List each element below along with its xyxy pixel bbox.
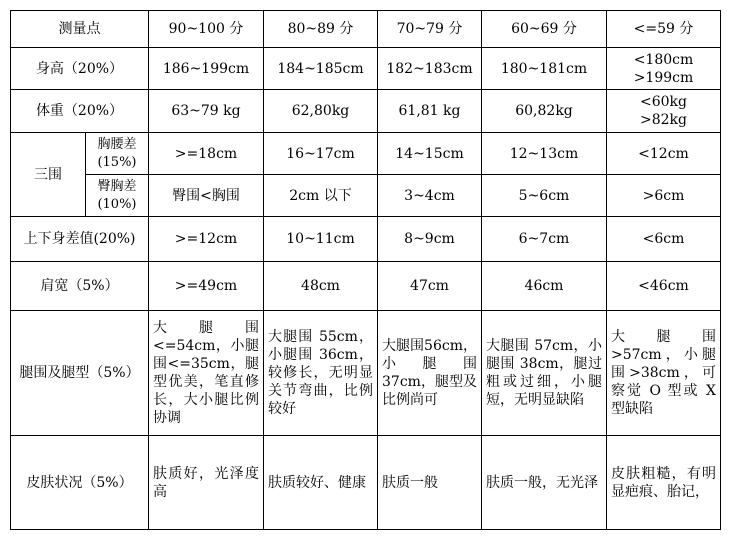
- table-row-height: [11, 48, 721, 90]
- table-cell: 肤质一般，无光泽: [482, 436, 607, 530]
- table-row-weight: [11, 90, 721, 133]
- table-row-leg-diff: [11, 217, 721, 262]
- table-cell: 皮肤粗糙，有明显疤痕、胎记，: [607, 436, 721, 530]
- table-cell: 60,82kg: [482, 90, 607, 133]
- table-cell: 184~185cm: [264, 48, 378, 90]
- row-label-height: 身高（20%）: [11, 48, 149, 90]
- row-label-leg-diff: 上下身差值(20%): [11, 217, 149, 262]
- header-cell-score-70-79: 70~79 分: [378, 11, 482, 48]
- table-cell: 12~13cm: [482, 133, 607, 175]
- table-cell: <60kg >82kg: [607, 90, 721, 133]
- table-cell: <46cm: [607, 262, 721, 311]
- scoring-table-container: [10, 10, 721, 530]
- table-cell: 肤质较好、健康: [264, 436, 378, 530]
- table-row-hip-chest: [11, 175, 721, 217]
- row-label-skin: 皮肤状况（5%）: [11, 436, 149, 530]
- table-cell: 肤质一般: [378, 436, 482, 530]
- row-sublabel-chest-waist: 胸腰差 (15%): [86, 133, 149, 175]
- table-cell: <12cm: [607, 133, 721, 175]
- table-cell: 63~79 kg: [149, 90, 264, 133]
- table-cell: 48cm: [264, 262, 378, 311]
- table-cell: 3~4cm: [378, 175, 482, 217]
- table-cell: 大腿围>57cm，小腿围>38cm，可察觉 O 型或 X 型缺陷: [607, 311, 721, 436]
- table-cell: >=12cm: [149, 217, 264, 262]
- table-cell: 61,81 kg: [378, 90, 482, 133]
- table-cell: 16~17cm: [264, 133, 378, 175]
- table-cell: <6cm: [607, 217, 721, 262]
- table-cell: 2cm 以下: [264, 175, 378, 217]
- table-cell: 182~183cm: [378, 48, 482, 90]
- row-label-legs: 腿围及腿型（5%）: [11, 311, 149, 436]
- header-cell-score-below-59: <=59 分: [607, 11, 721, 48]
- header-row: [11, 11, 721, 48]
- header-cell-score-80-89: 80~89 分: [264, 11, 378, 48]
- table-row-chest-waist: [11, 133, 721, 175]
- table-cell: 8~9cm: [378, 217, 482, 262]
- table-cell: <180cm >199cm: [607, 48, 721, 90]
- table-cell: 肤质好，光泽度高: [149, 436, 264, 530]
- table-cell: 10~11cm: [264, 217, 378, 262]
- table-row-shoulder: [11, 262, 721, 311]
- header-cell-score-90-100: 90~100 分: [149, 11, 264, 48]
- table-cell: 5~6cm: [482, 175, 607, 217]
- table-cell: >=49cm: [149, 262, 264, 311]
- row-label-sanwei: 三围: [11, 133, 86, 217]
- table-cell: 186~199cm: [149, 48, 264, 90]
- row-sublabel-hip-chest: 臀胸差 (10%): [86, 175, 149, 217]
- body-measurement-scoring-table: [10, 10, 721, 530]
- table-cell: 47cm: [378, 262, 482, 311]
- table-cell: 臀围<胸围: [149, 175, 264, 217]
- table-cell: 180~181cm: [482, 48, 607, 90]
- header-cell-measure-point: 测量点: [11, 11, 149, 48]
- table-cell: 14~15cm: [378, 133, 482, 175]
- table-cell: 大腿围<=54cm，小腿围<=35cm，腿型优美，笔直修长，大小腿比例协调: [149, 311, 264, 436]
- table-cell: 62,80kg: [264, 90, 378, 133]
- table-cell: >=18cm: [149, 133, 264, 175]
- row-label-shoulder: 肩宽（5%）: [11, 262, 149, 311]
- table-cell: 大腿围56cm，小腿围 37cm，腿型及比例尚可: [378, 311, 482, 436]
- table-row-skin: [11, 436, 721, 530]
- header-cell-score-60-69: 60~69 分: [482, 11, 607, 48]
- table-row-legs: [11, 311, 721, 436]
- table-cell: 大腿围 55cm，小腿围 36cm，较修长，无明显关节弯曲，比例较好: [264, 311, 378, 436]
- table-cell: 6~7cm: [482, 217, 607, 262]
- row-label-weight: 体重（20%）: [11, 90, 149, 133]
- table-cell: 大腿围 57cm，小腿围 38cm，腿过粗或过细，小腿短，无明显缺陷: [482, 311, 607, 436]
- table-cell: 46cm: [482, 262, 607, 311]
- table-cell: >6cm: [607, 175, 721, 217]
